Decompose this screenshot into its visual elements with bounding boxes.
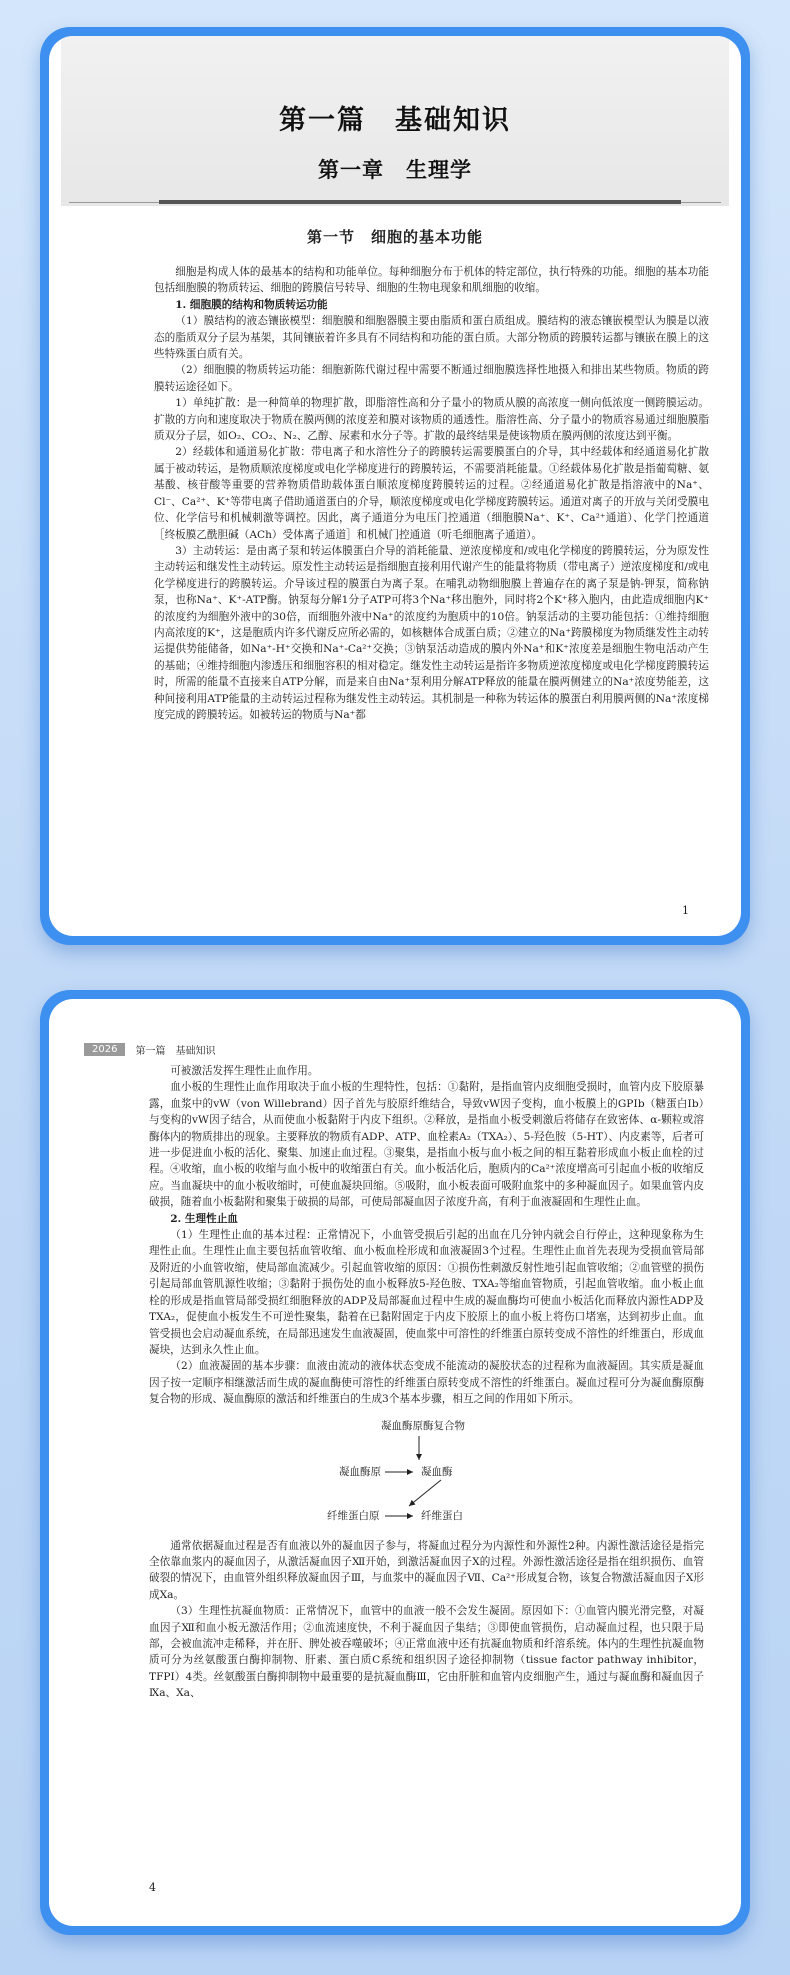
paragraph: 可被激活发挥生理性止血作用。 (170, 1065, 319, 1077)
divider (159, 200, 681, 204)
page-sheet-2 (49, 999, 741, 1926)
page-body-1 (154, 264, 709, 723)
paragraph: 1）单纯扩散：是一种简单的物理扩散，即脂溶性高和分子量小的物质从膜的高浓度一侧向低浓度一侧跨膜运动。扩散的方向和速度取决于物质在膜两侧的浓度差和膜对该物质的通透性。脂溶性高、分子量小的物质容易通过细胞膜脂质双分子层，如O₂、CO₂、N₂、乙醇、尿素和水分子等。扩散的最终结果是使该物质在膜两侧的浓度达到平衡。 (154, 397, 709, 443)
node-prothrombinase: 凝血酶原酶复合物 (381, 1419, 465, 1432)
coagulation-diagram (149, 1414, 704, 1532)
page-number: 4 (149, 1881, 156, 1894)
arrow-diagonal (409, 1480, 441, 1506)
paragraph: 血小板的生理性止血作用取决于血小板的生理特性，包括：①黏附，是指血管内皮细胞受损时，血管内皮下胶原暴露，血浆中的vW（von Willebrand）因子首先与胶原纤维结合，导致vW因子变构，血小板膜上的GPⅠb（糖蛋白Ⅰb）与变构的vW因子结合，从而使血小板黏附于内皮下组织。②释放，是指血小板受刺激后将储存在致密体、α-颗粒或溶酶体内的物质排出的现象。主要释放的物质有ADP、ATP、血栓素A₂（TXA₂）、5-羟色胺（5-HT）、内皮素等，后者可进一步促进血小板的活化、聚集、加速止血过程。③聚集，是指血小板与血小板之间的相互黏着形成血小板止血栓的过程。④收缩，血小板的收缩与血小板中的收缩蛋白有关。血小板活化后，胞质内的Ca²⁺浓度增高可引起血小板的收缩反应。当血凝块中的血小板收缩时，可使血凝块回缩。⑤吸附，血小板表面可吸附血浆中的多种凝血因子。如果血管内皮破损，随着血小板黏附和聚集于破损的局部，可使局部凝血因子浓度升高，有利于血液凝固和生理性止血。 (149, 1081, 704, 1209)
running-header (84, 1041, 215, 1057)
subheading: 2. 生理性止血 (170, 1212, 238, 1225)
paragraph: 通常依据凝血过程是否有血液以外的凝血因子参与，将凝血过程分为内源性和外源性2种。内源性激活途径是指完全依靠血浆内的凝血因子，从激活凝血因子Ⅻ开始，到激活凝血因子Ⅹ的过程。外源性激活途径是指在组织损伤、血管破裂的情况下，由血管外组织释放凝血因子Ⅲ，与血浆中的凝血因子Ⅶ、Ca²⁺形成复合物，该复合物激活凝血因子Ⅹ形成Ⅹa。 (149, 1539, 704, 1601)
paragraph: 2）经载体和通道易化扩散：带电离子和水溶性分子的跨膜转运需要膜蛋白的介导，其中经载体和经通道易化扩散属于被动转运，是物质顺浓度梯度或电化学梯度进行的跨膜转运，不需要消耗能量。①经载体易化扩散是指葡萄糖、氨基酸、核苷酸等重要的营养物质借助载体蛋白顺浓度梯度跨膜转运的过程。②经通道易化扩散是指溶液中的Na⁺、Cl⁻、Ca²⁺、K⁺等带电离子借助通道蛋白的介导，顺浓度梯度或电化学梯度跨膜转运。通道对离子的开放与关闭受膜电位、化学信号和机械刺激等调控。因此，离子通道分为电压门控通道（细胞膜Na⁺、K⁺、Ca²⁺通道）、化学门控通道［终板膜乙酰胆碱（ACh）受体离子通道］和机械门控通道（听毛细胞离子通道）。 (154, 446, 709, 541)
page-number: 1 (682, 904, 689, 917)
divider (681, 202, 721, 203)
paragraph: 3）主动转运：是由离子泵和转运体膜蛋白介导的消耗能量、逆浓度梯度和/或电化学梯度的跨膜转运，分为原发性主动转运和继发性主动转运。原发性主动转运是指细胞直接利用代谢产生的能量将物质（带电离子）逆浓度梯度和/或电化学梯度进行的跨膜转运。介导该过程的膜蛋白为离子泵。在哺乳动物细胞膜上普遍存在的离子泵是钠-钾泵，简称钠泵，也称Na⁺、K⁺-ATP酶。钠泵每分解1分子ATP可将3个Na⁺移出胞外，同时将2个K⁺移入胞内，由此造成细胞内K⁺的浓度约为细胞外液中的30倍，而细胞外液中Na⁺的浓度约为胞质中的10倍。钠泵活动的主要功能包括：①维持细胞内高浓度的K⁺，这是胞质内许多代谢反应所必需的，如核糖体合成蛋白质；②建立的Na⁺跨膜梯度为物质继发性主动转运提供势能储备，如Na⁺-H⁺交换和Na⁺-Ca²⁺交换；③钠泵活动造成的膜内外Na⁺和K⁺浓度差是细胞生物电活动产生的基础；④维持细胞内渗透压和细胞容积的相对稳定。继发性主动转运是指许多物质逆浓度梯度或电化学梯度跨膜转运时，所需的能量不直接来自ATP分解，而是来自由Na⁺泵利用分解ATP释放的能量在膜两侧建立的Na⁺浓度势能差，这种间接利用ATP能量的主动转运过程称为继发性主动转运。其机制是一种称为转运体的膜蛋白利用膜两侧的Na⁺浓度梯度完成的跨膜转运。如被转运的物质与Na⁺都 (154, 544, 709, 721)
node-fibrin: 纤维蛋白 (421, 1509, 463, 1522)
paragraph: （1）膜结构的液态镶嵌模型：细胞膜和细胞器膜主要由脂质和蛋白质组成。膜结构的液态镶嵌模型认为膜是以液态的脂质双分子层为基架，其间镶嵌着许多具有不同结构和功能的蛋白质。大部分物质的跨膜转运都与镶嵌在膜上的这些特殊蛋白质有关。 (154, 315, 709, 361)
year-badge: 2026 (84, 1043, 125, 1056)
divider (69, 202, 159, 203)
page-card-1 (40, 27, 750, 945)
node-prothrombin: 凝血酶原 (339, 1465, 381, 1478)
paragraph: 细胞是构成人体的最基本的结构和功能单位。每种细胞分布于机体的特定部位，执行特殊的功能。细胞的基本功能包括细胞膜的物质转运、细胞的跨膜信号转导、细胞的生物电现象和肌细胞的收缩。 (154, 266, 709, 295)
paragraph: （3）生理性抗凝血物质：正常情况下，血管中的血液一般不会发生凝固。原因如下：①血管内膜光滑完整，对凝血因子Ⅻ和血小板无激活作用；②血流速度快，不利于凝血因子集结；③即使血管损伤，启动凝血过程，也只限于局部，会被血流冲走稀释，并在肝、脾处被吞噬破坏；④正常血液中还有抗凝血物质和纤溶系统。体内的生理性抗凝血物质可分为丝氨酸蛋白酶抑制物、肝素、蛋白质C系统和组织因子途径抑制物（tissue factor pathway inhibitor，TFPI）4类。丝氨酸蛋白酶抑制物中最重要的是抗凝血酶Ⅲ，它由肝脏和血管内皮细胞产生，通过与凝血酶和凝血因子Ⅸa、Ⅹa、 (149, 1605, 704, 1700)
paragraph: （2）细胞膜的物质转运功能：细胞新陈代谢过程中需要不断通过细胞膜选择性地摄入和排出某些物质。物质的跨膜转运途径如下。 (154, 364, 709, 393)
page-card-2 (40, 990, 750, 1935)
node-thrombin: 凝血酶 (421, 1465, 453, 1478)
node-fibrinogen: 纤维蛋白原 (327, 1509, 380, 1522)
paragraph: （2）血液凝固的基本步骤：血液由流动的液体状态变成不能流动的凝胶状态的过程称为血液凝固。其实质是凝血因子按一定顺序相继激活而生成的凝血酶使可溶性的纤维蛋白原转变成不溶性的纤维蛋白。凝血过程可分为凝血酶原酶复合物的形成、凝血酶原的激活和纤维蛋白的生成3个基本步骤，相互之间的作用如下所示。 (149, 1360, 704, 1406)
running-head-title: 第一篇 基础知识 (135, 1045, 216, 1057)
page-sheet-1 (49, 36, 741, 936)
subheading: 1. 细胞膜的结构和物质转运功能 (175, 298, 328, 311)
paragraph: （1）生理性止血的基本过程：正常情况下，小血管受损后引起的出血在几分钟内就会自行停止，这种现象称为生理性止血。生理性止血主要包括血管收缩、血小板血栓形成和血液凝固3个过程。生理性止血首先表现为受损血管局部及附近的小血管收缩，使局部血流减少。引起血管收缩的原因：①损伤性刺激反射性地引起血管收缩；②血管壁的损伤引起局部血管肌源性收缩；③黏附于损伤处的血小板释放5-羟色胺、TXA₂等缩血管物质，引起血管收缩。血小板止血栓的形成是指血管局部受损红细胞释放的ADP及局部凝血过程中生成的凝血酶均可使血小板活化而释放内源性ADP及TXA₂，促使血小板发生不可逆性聚集，黏着在已黏附固定于内皮下胶原上的血小板上将伤口堵塞，达到初步止血。血管受损也会启动凝血系统，在局部迅速发生血液凝固，使血浆中可溶性的纤维蛋白原转变成不溶性的纤维蛋白，形成血凝块，达到永久性止血。 (149, 1229, 704, 1356)
page-body-2 (149, 1063, 704, 1702)
part-title: 第一篇 基础知识 (279, 105, 511, 136)
chapter-title: 第一章 生理学 (318, 157, 472, 182)
part-header (61, 36, 729, 206)
section-title: 第一节 细胞的基本功能 (306, 228, 483, 246)
